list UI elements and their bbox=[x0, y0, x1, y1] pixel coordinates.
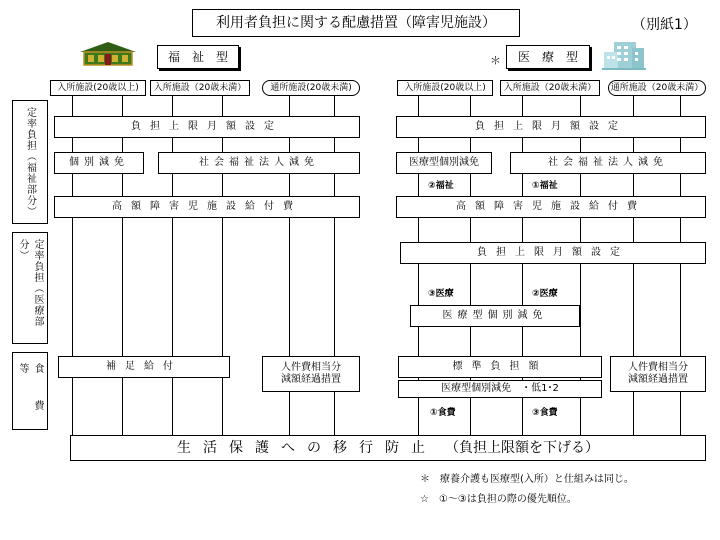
medical-personnel-transitional: 人件費相当分 減額経過措置 bbox=[610, 356, 706, 392]
connector-line bbox=[72, 96, 73, 436]
standard-charge: 標準負担額 bbox=[398, 356, 602, 378]
medical-individual-reduction: 医療型個別減免 bbox=[396, 152, 492, 174]
side-label-medical-part: 定率負担︵医療部分︶ bbox=[12, 232, 48, 344]
connector-line bbox=[172, 96, 173, 436]
medical-type-label: 医 療 型 bbox=[506, 45, 590, 69]
medical-asterisk: ＊ bbox=[490, 54, 501, 67]
welfare-social-welfare-reduction: 社会福祉法人減免 bbox=[158, 152, 360, 174]
priority-1-food: ①食費 bbox=[430, 408, 456, 418]
medical-cap-setting-2: 負担上限月額設定 bbox=[400, 242, 706, 264]
priority-2-welfare: ②福祉 bbox=[428, 181, 454, 191]
priority-3-medical: ③医療 bbox=[428, 289, 454, 299]
connector-line bbox=[122, 96, 123, 436]
priority-3-food: ③食費 bbox=[532, 408, 558, 418]
medical-cap-setting: 負担上限月額設定 bbox=[396, 116, 706, 138]
side-label-food: 食 費 等 bbox=[12, 352, 48, 430]
welfare-individual-reduction: 個別減免 bbox=[54, 152, 144, 174]
annex-label: （別紙1） bbox=[632, 17, 697, 33]
side-label-welfare-part: 定率負担︵福祉部分︶ bbox=[12, 100, 48, 224]
welfare-personnel-transitional: 人件費相当分 減額経過措置 bbox=[262, 356, 360, 392]
facility-medical-adult-inpatient: 入所施設(20歳以上) bbox=[397, 80, 493, 96]
facility-medical-child-inpatient: 入所施設（20歳未満） bbox=[500, 80, 600, 96]
welfare-supplementary-benefit: 補足給付 bbox=[58, 356, 230, 378]
facility-welfare-child-inpatient: 入所施設（20歳未満） bbox=[150, 80, 250, 96]
hospital-building-icon bbox=[600, 38, 648, 72]
medical-reduction-low-income: 医療型個別減免 ・低1･2 bbox=[398, 380, 602, 398]
note-medical-care: ＊ 療養介護も医療型(入所）と仕組みは同じ。 bbox=[420, 474, 634, 485]
connector-line bbox=[222, 96, 223, 436]
priority-2-medical: ②医療 bbox=[532, 289, 558, 299]
page-title: 利用者負担に関する配慮措置（障害児施設） bbox=[192, 9, 520, 37]
welfare-cap-setting: 負担上限月額設定 bbox=[54, 116, 360, 138]
facility-welfare-child-outpatient: 通所施設(20歳未満) bbox=[262, 80, 360, 96]
welfare-high-cost-benefit: 高額障害児施設給付費 bbox=[54, 196, 360, 218]
welfare-building-icon bbox=[78, 40, 138, 68]
note-priority-order: ☆ ①～③は負担の際の優先順位。 bbox=[420, 494, 577, 505]
facility-welfare-adult-inpatient: 入所施設(20歳以上) bbox=[50, 80, 146, 96]
medical-high-cost-benefit: 高額障害児施設給付費 bbox=[396, 196, 706, 218]
welfare-transition-prevention-bar: 生活保護への移行防止 （負担上限額を下げる） bbox=[70, 435, 706, 461]
welfare-type-label: 福 祉 型 bbox=[157, 45, 239, 69]
priority-1-welfare: ①福祉 bbox=[532, 181, 558, 191]
facility-medical-child-outpatient: 通所施設（20歳未満） bbox=[608, 80, 706, 96]
medical-type-individual-reduction: 医療型個別減免 bbox=[410, 305, 580, 327]
medical-social-welfare-reduction: 社会福祉法人減免 bbox=[510, 152, 706, 174]
